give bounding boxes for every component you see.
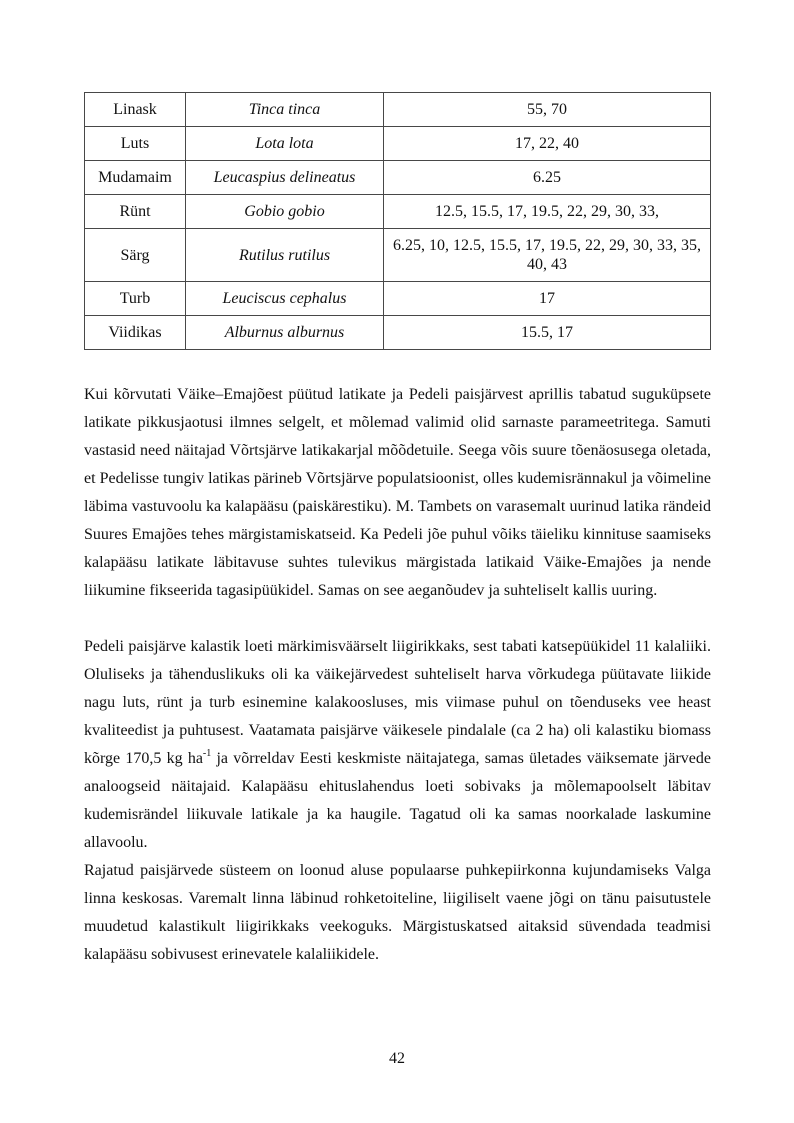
- paragraph-text: Rajatud paisjärvede süsteem on loonud aluse populaarse puhkepiirkonna kujundamiseks Valga linna keskosas. Varemalt linna läbinud rohketoiteline, liigiliselt vaene jõgi on tänu paisutustele muudetud kalastikult liigirikkaks veekoguks. Märgistuskatsed aitaksid süvendada teadmisi kalapääsu sobivusest erinevatele kalaliikidele.: [84, 862, 711, 963]
- fish-table-body: [85, 93, 711, 350]
- table-row: [85, 316, 711, 350]
- paragraph: [84, 381, 711, 605]
- fish-scientific-name: Leuciscus cephalus: [186, 282, 384, 316]
- table-row: [85, 195, 711, 229]
- fish-scientific-name: Rutilus rutilus: [186, 229, 384, 282]
- fish-scientific-name: Lota lota: [186, 127, 384, 161]
- paragraph-text: Kui kõrvutati Väike–Emajõest püütud latikate ja Pedeli paisjärvest aprillis tabatud suguküpsete latikate pikkusjaotusi ilmnes selgelt, et mõlemad valimid olid sarnaste parameetritega. Samuti vastasid need näitajad Võrtsjärve latikakarjal mõõdetuile. Seega võis suure tõenäosusega oletada, et Pedelisse tungiv latikas pärineb Võrtsjärve populatsioonist, olles kudemisrännakul ja võimeline läbima vastuvoolu ka kalapääsu (paiskärestiku). M. Tambets on varasemalt uurinud latika rändeid Suures Emajões tehes märgistamiskatseid. Ka Pedeli jõe puhul võiks täieliku kinnituse saamiseks kalapääsu latikate läbitavuse suhtes tulevikus märgistada latikaid Väike-Emajões ja nende liikumine fikseerida tagasipüükidel. Samas on see aeganõudev ja suhteliselt kallis uuring.: [84, 386, 711, 599]
- body-text: [84, 381, 711, 969]
- paragraph-text: Pedeli paisjärve kalastik loeti märkimisväärselt liigirikkaks, sest tabati katsepüükidel 11 kalaliiki. Oluliseks ja tähenduslikuks oli ka väikejärvedest suhteliselt harva võrkudega püütavate liikide nagu luts, rünt ja turb esinemine kalakoosluses, mis viimase puhul on tõenduseks vee heast kvaliteedist ja puhtusest. Vaatamata paisjärve väikesele pindalale (ca 2 ha) oli kalastiku biomass kõrge 170,5 kg ha: [84, 638, 711, 767]
- table-row: [85, 161, 711, 195]
- paragraph-text: ja võrreldav Eesti keskmiste näitajatega, samas ületades väiksemate järvede analoogseid näitajaid. Kalapääsu ehituslahendus loeti sobivaks ja mõlemapoolselt läbitav kudemisrändel liikuvale latikale ja ka haugile. Tagatud oli ka samas noorkalade laskumine allavoolu.: [84, 750, 711, 851]
- fish-scientific-name: Gobio gobio: [186, 195, 384, 229]
- fish-lengths: 12.5, 15.5, 17, 19.5, 22, 29, 30, 33,: [384, 195, 711, 229]
- fish-lengths: 15.5, 17: [384, 316, 711, 350]
- table-row: [85, 229, 711, 282]
- fish-lengths: 17: [384, 282, 711, 316]
- fish-common-name: Särg: [85, 229, 186, 282]
- page-number: 42: [389, 1050, 405, 1067]
- fish-common-name: Rünt: [85, 195, 186, 229]
- table-row: [85, 282, 711, 316]
- fish-lengths: 17, 22, 40: [384, 127, 711, 161]
- fish-common-name: Turb: [85, 282, 186, 316]
- paragraph: [84, 857, 711, 969]
- fish-lengths: 55, 70: [384, 93, 711, 127]
- superscript-exponent: -1: [202, 747, 212, 759]
- paragraph: [84, 633, 711, 857]
- fish-scientific-name: Tinca tinca: [186, 93, 384, 127]
- fish-scientific-name: Leucaspius delineatus: [186, 161, 384, 195]
- fish-length-table: [84, 92, 711, 350]
- fish-common-name: Viidikas: [85, 316, 186, 350]
- table-row: [85, 93, 711, 127]
- fish-common-name: Linask: [85, 93, 186, 127]
- fish-lengths: 6.25, 10, 12.5, 15.5, 17, 19.5, 22, 29, 30, 33, 35, 40, 43: [384, 229, 711, 282]
- table-row: [85, 127, 711, 161]
- fish-common-name: Luts: [85, 127, 186, 161]
- fish-scientific-name: Alburnus alburnus: [186, 316, 384, 350]
- fish-common-name: Mudamaim: [85, 161, 186, 195]
- fish-lengths: 6.25: [384, 161, 711, 195]
